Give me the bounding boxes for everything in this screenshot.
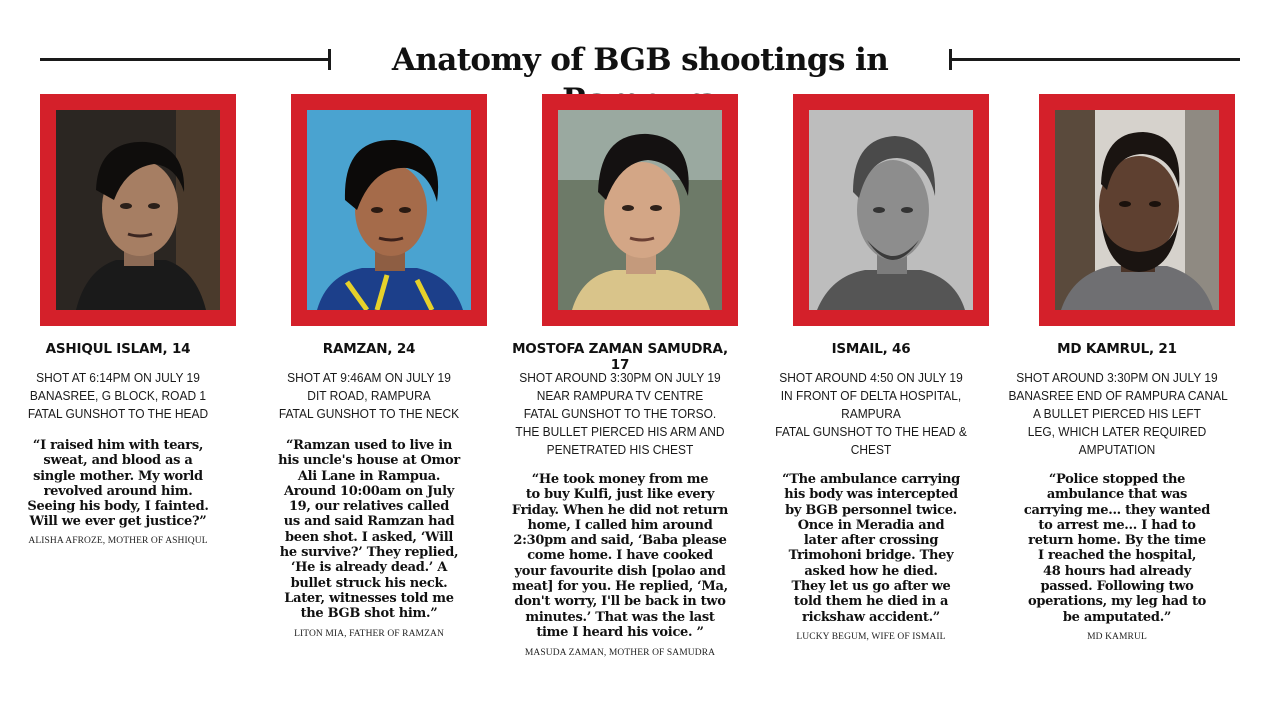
- fact-line: PENETRATED HIS CHEST: [546, 442, 694, 457]
- quote-line: rickshaw accident.”: [802, 609, 940, 625]
- quote-line: your favourite dish [polao and: [514, 563, 726, 579]
- quote-line: asked how he died.: [804, 563, 938, 579]
- fact-line: BANASREE END OF RAMPURA CANAL: [1008, 388, 1228, 403]
- quote-line: bullet struck his neck.: [290, 575, 448, 591]
- fact-line: CHEST: [850, 442, 892, 457]
- victim-name: RAMZAN, 24: [322, 341, 416, 357]
- fact-line: A BULLET PIERCED HIS LEFT: [1033, 406, 1201, 421]
- quote-line: us and said Ramzan had: [283, 514, 455, 530]
- quote-line: the BGB shot him.”: [300, 606, 438, 622]
- quote-attribution: MD KAMRUL: [1087, 632, 1147, 642]
- quote-line: Once in Meradia and: [797, 517, 945, 533]
- fact-line: FATAL GUNSHOT TO THE TORSO.: [523, 406, 717, 421]
- fact-line: NEAR RAMPURA TV CENTRE: [536, 388, 704, 403]
- quote-line: revolved around him.: [43, 483, 193, 499]
- quote-line: his body was intercepted: [784, 487, 958, 503]
- victim-name: ASHIQUL ISLAM, 14: [45, 341, 191, 357]
- quote-attribution: MASUDA ZAMAN, MOTHER OF SAMUDRA: [524, 648, 716, 658]
- victim-photo-kamrul: [1055, 110, 1219, 310]
- victim-facts: [260, 369, 477, 423]
- quote-line: “Police stopped the: [1048, 472, 1186, 487]
- headline-row: [40, 40, 1240, 80]
- fact-line: FATAL GUNSHOT TO THE NECK: [278, 406, 460, 421]
- quote-line: ‘He is already dead.’ A: [290, 560, 448, 576]
- quote-line: sweat, and blood as a: [43, 453, 193, 469]
- quote-line: passed. Following two: [1040, 579, 1194, 595]
- quote-line: 19, our relatives called: [288, 499, 450, 515]
- quote-line: Trimohoni bridge. They: [788, 548, 954, 564]
- victim-quote: [0, 438, 236, 530]
- quote-line: 2:30pm and said, ‘Baba please: [513, 533, 727, 549]
- quote-line: home, I called him around: [527, 517, 713, 533]
- quote-line: 48 hours had already: [1043, 563, 1191, 579]
- quote-attribution: LUCKY BEGUM, WIFE OF ISMAIL: [796, 632, 946, 642]
- fact-line: SHOT AT 9:46AM ON JULY 19: [287, 370, 451, 385]
- victim-quote: [251, 438, 487, 622]
- victim-photo-ramzan: [307, 110, 471, 310]
- quote-line: Later, witnesses told me: [284, 590, 454, 606]
- quote-line: return home. By the time: [1028, 533, 1206, 549]
- quote-line: They let us go after we: [791, 579, 951, 595]
- victim-name: MD KAMRUL, 21: [1057, 341, 1177, 357]
- quote-line: meat] for you. He replied, ‘Ma,: [512, 579, 728, 595]
- quote-attribution: LITON MIA, FATHER OF RAMZAN: [294, 629, 444, 639]
- victim-facts: [762, 369, 979, 459]
- quote-line: operations, my leg had to: [1027, 594, 1207, 610]
- quote-line: be amputated.”: [1062, 609, 1172, 625]
- victim-quote: [502, 472, 738, 640]
- photo-frame: [793, 94, 989, 326]
- victim-name: MOSTOFA ZAMAN SAMUDRA, 17: [512, 341, 728, 373]
- headline-rule-right: [950, 58, 1240, 61]
- quote-line: carrying me... they wanted: [1023, 502, 1211, 518]
- fact-line: AMPUTATION: [1078, 442, 1156, 457]
- quote-line: Ali Lane in Rampua.: [297, 468, 441, 484]
- victim-facts: [9, 369, 226, 423]
- quote-attribution: ALISHA AFROZE, MOTHER OF ASHIQUL: [28, 536, 208, 546]
- fact-line: THE BULLET PIERCED HIS ARM AND: [515, 424, 725, 439]
- fact-line: LEG, WHICH LATER REQUIRED: [1027, 424, 1207, 439]
- quote-line: come home. I have cooked: [527, 548, 713, 564]
- quote-line: by BGB personnel twice.: [785, 502, 957, 518]
- victim-photo-ismail: [809, 110, 973, 310]
- quote-line: minutes.’ That was the last: [525, 609, 715, 625]
- photo-frame: [40, 94, 236, 326]
- headline-tick-left: [328, 49, 331, 70]
- fact-line: SHOT AROUND 4:50 ON JULY 19: [779, 370, 963, 385]
- quote-line: to arrest me... I had to: [1038, 517, 1196, 533]
- fact-line: FATAL GUNSHOT TO THE HEAD: [27, 406, 209, 421]
- headline: Anatomy of BGB shootings in: [391, 42, 889, 78]
- quote-line: “Ramzan used to live in: [285, 438, 453, 453]
- quote-line: don't worry, I'll be back in two: [514, 594, 726, 610]
- quote-line: Friday. When he did not return: [511, 502, 729, 518]
- quote-line: been shot. I asked, ‘Will: [284, 529, 454, 545]
- victim-photo-samudra: [558, 110, 722, 310]
- fact-line: DIT ROAD, RAMPURA: [307, 388, 431, 403]
- quote-line: he survive?’ They replied,: [279, 545, 459, 561]
- photo-frame: [1039, 94, 1235, 326]
- quote-line: time I heard his voice. ”: [536, 624, 704, 640]
- fact-line: IN FRONT OF DELTA HOSPITAL,: [780, 388, 962, 403]
- quote-line: told them he died in a: [793, 594, 949, 610]
- quote-line: ambulance that was: [1046, 487, 1188, 503]
- fact-line: SHOT AROUND 3:30PM ON JULY 19: [1016, 370, 1218, 385]
- fact-line: SHOT AT 6:14PM ON JULY 19: [36, 370, 200, 385]
- victim-quote: [753, 472, 989, 625]
- victim-facts: [511, 369, 728, 459]
- photo-frame: [291, 94, 487, 326]
- quote-line: “He took money from me: [531, 472, 709, 487]
- photo-frame: [542, 94, 738, 326]
- quote-line: “I raised him with tears,: [32, 438, 204, 453]
- victim-name: ISMAIL, 46: [831, 341, 911, 357]
- victim-facts: [1008, 369, 1228, 459]
- fact-line: FATAL GUNSHOT TO THE HEAD &: [775, 424, 967, 439]
- quote-line: I reached the hospital,: [1037, 548, 1197, 564]
- victim-photo-ashiqul: [56, 110, 220, 310]
- quote-line: Seeing his body, I fainted.: [27, 499, 209, 515]
- quote-line: Will we ever get justice?”: [29, 514, 207, 530]
- quote-line: “The ambulance carrying: [782, 472, 960, 487]
- quote-line: his uncle's house at Omor: [278, 453, 460, 469]
- fact-line: BANASREE, G BLOCK, ROAD 1: [29, 388, 207, 403]
- quote-line: later after crossing: [803, 533, 939, 549]
- fact-line: RAMPURA: [841, 406, 901, 421]
- victim-quote: [999, 472, 1235, 625]
- quote-line: single mother. My world: [33, 468, 203, 484]
- quote-line: Around 10:00am on July: [284, 483, 454, 499]
- headline-rule-left: [40, 58, 330, 61]
- fact-line: SHOT AROUND 3:30PM ON JULY 19: [519, 370, 721, 385]
- quote-line: to buy Kulfi, just like every: [525, 487, 715, 503]
